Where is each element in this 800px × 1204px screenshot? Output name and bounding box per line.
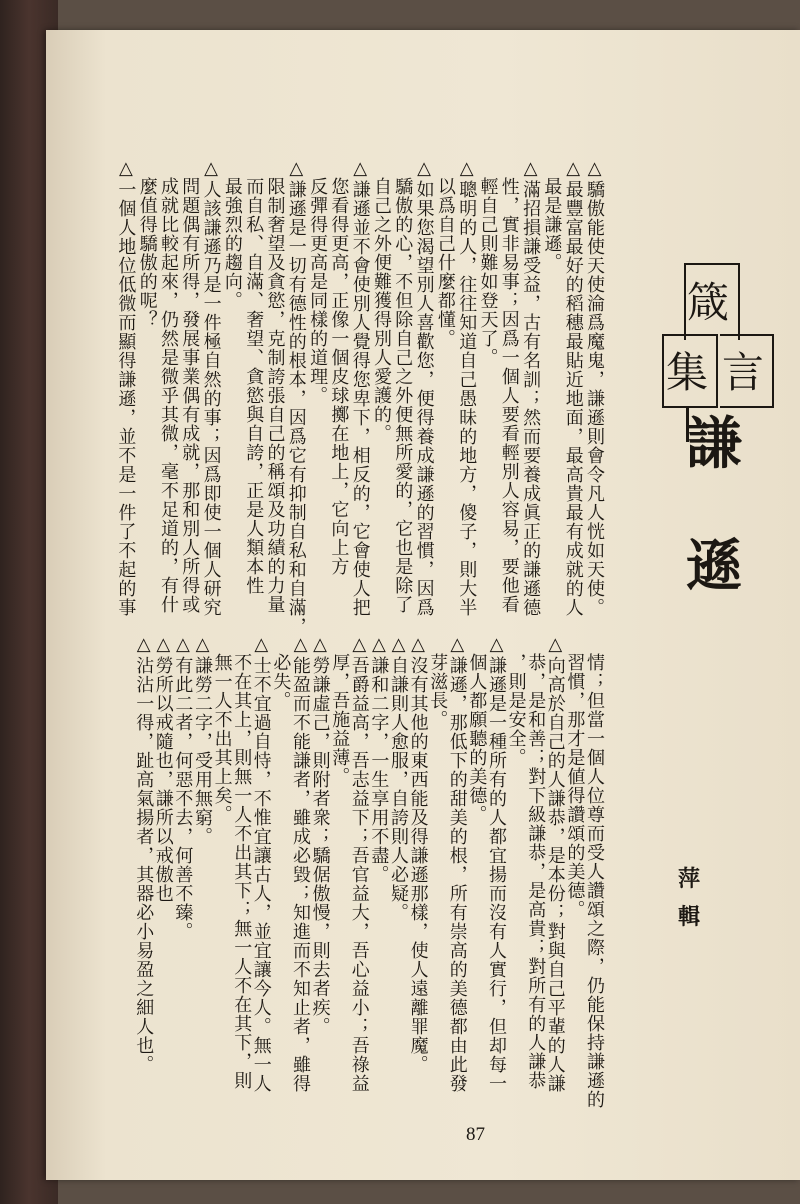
text-column: △向高於自己的人謙恭，是本份；對與自己平輩的人謙: [544, 634, 566, 1093]
book-page: [46, 30, 800, 1180]
text-column: 芽滋長。: [427, 634, 449, 729]
text-column: △勞謙虛己，則附者衆；驕倨傲慢，則去者疾。: [309, 634, 331, 1036]
text-column: △有此二者，何惡不去，何善不臻。: [172, 634, 194, 941]
text-column: 問題偶有所得，發展事業偶有成就，那和別人所得或: [179, 158, 201, 614]
page-number: 87: [466, 1124, 485, 1145]
text-column: 成就比較起來，仍然是微乎其微，毫不足道的，有什: [158, 158, 179, 614]
text-column: △謙遜是一切有德性的根本，因爲它有抑制自私和自滿，: [285, 158, 307, 636]
text-column: 自己之外便難獲得別人愛護的。: [371, 158, 392, 443]
text-column: △沒有其他的東西能及得謙遜那樣，使人遠離罪魔。: [407, 634, 429, 1074]
text-column: △自謙則人愈服，自誇則人必疑。: [388, 634, 409, 922]
text-column: △吾爵益高，吾志益下；吾官益大，吾心益小；吾祿益: [348, 634, 370, 1093]
column-name-char-2: 集: [666, 348, 709, 397]
text-column: △能盈而不能謙者，雖成必毀；知進而不知止者，雖得: [290, 634, 311, 1093]
text-column: △一個人地位低微而顯得謙遜，並不是一件了不起的事: [115, 158, 137, 617]
column-header-box: [664, 258, 784, 408]
text-column: △謙和二字，一生享用不盡。: [368, 634, 390, 884]
column-name-char-1: 箴: [687, 278, 730, 327]
text-column: 最強烈的趨向。: [221, 158, 243, 310]
text-column: 反彈得更高是同樣的道理。: [307, 158, 329, 405]
text-column: △士不宜過自恃，不惟宜讓古人，並宜讓今人。無一人: [250, 634, 272, 1093]
text-column: △謙遜並不會使別人覺得您卑下，相反的，它會使人把: [349, 158, 371, 617]
text-column: 個人都願聽的美德。: [466, 634, 488, 824]
text-column: 最是謙遜。: [541, 158, 563, 272]
text-column: 輕自己則難如登天了。: [477, 158, 499, 367]
text-column: 性，實非易事；因爲一個人要看輕別人容易，要他看: [498, 158, 520, 614]
column-name-char-3: 言: [722, 348, 765, 397]
article-title-char-2: 遜: [686, 533, 742, 599]
text-column: △謙遜，那低下的甜美的根，所有崇高的美德都由此發: [446, 634, 468, 1093]
author-char-2: 輯: [678, 904, 701, 930]
text-column: △最豐富最好的稻穗最貼近地面，最高貴最有成就的人: [562, 158, 584, 617]
text-column: 無一人不出其上矣。: [211, 634, 233, 824]
text-column: △沾沾一得，趾高氣揚者，其器必小易盈之細人也。: [133, 634, 155, 1074]
text-column: 不在其上，則無一人不出其下；無一人不在其下，則: [231, 634, 253, 1090]
text-column: 厚，吾施益薄。: [329, 634, 351, 786]
text-column: △謙遜是一種所有的人都宜揚而沒有人實行，但却每一: [486, 634, 507, 1093]
text-column: 驕傲的心，不但除自己之外便無所愛的，它也是除了: [392, 158, 414, 614]
text-column: △謙勞二字，受用無窮。: [192, 634, 213, 846]
text-column: 以爲自己什麼都懂。: [434, 158, 456, 348]
text-column: △驕傲能使天使淪爲魔鬼，謙遜則會令凡人恍如天使。: [584, 158, 605, 617]
text-column: 恭，是和善；對下級謙恭，是高貴；對所有的人謙恭: [525, 634, 547, 1090]
text-column: △如果您渴望別人喜歡您，便得養成謙遜的習慣，因爲: [413, 158, 435, 617]
text-column: 習慣，那才是値得讚頌的美德。: [564, 634, 586, 919]
article-title-char-1: 謙: [686, 411, 742, 477]
text-column: ，則是安全。: [505, 634, 527, 767]
text-column: 而自私、自滿、奢望、貪慾與自誇，正是人類本性: [243, 158, 265, 595]
text-column: 情；但當一個人位尊而受人讚頌之際，仍能保持謙遜的: [584, 634, 605, 1109]
text-column: 限制奢望及貪慾，克制誇張自己的稱頌及功績的力量: [264, 158, 286, 614]
author-char-1: 萍: [678, 866, 701, 892]
text-column: 麼值得驕傲的呢？: [136, 158, 158, 329]
text-column: 必失。: [270, 634, 292, 710]
text-column: 您看得更高，正像一個皮球擲在地上，它向上方: [328, 158, 350, 576]
text-column: △人該謙遜乃是一件極自然的事；因爲即使一個人研究: [200, 158, 222, 617]
text-column: △滿招損謙受益，古有名訓；然而要養成眞正的謙遜德: [520, 158, 542, 617]
text-column: △聰明的人，往往知道自己愚昧的地方，傻子，則大半: [456, 158, 478, 617]
text-column: △勞所以戒隨也，謙所以戒傲也: [152, 634, 174, 903]
